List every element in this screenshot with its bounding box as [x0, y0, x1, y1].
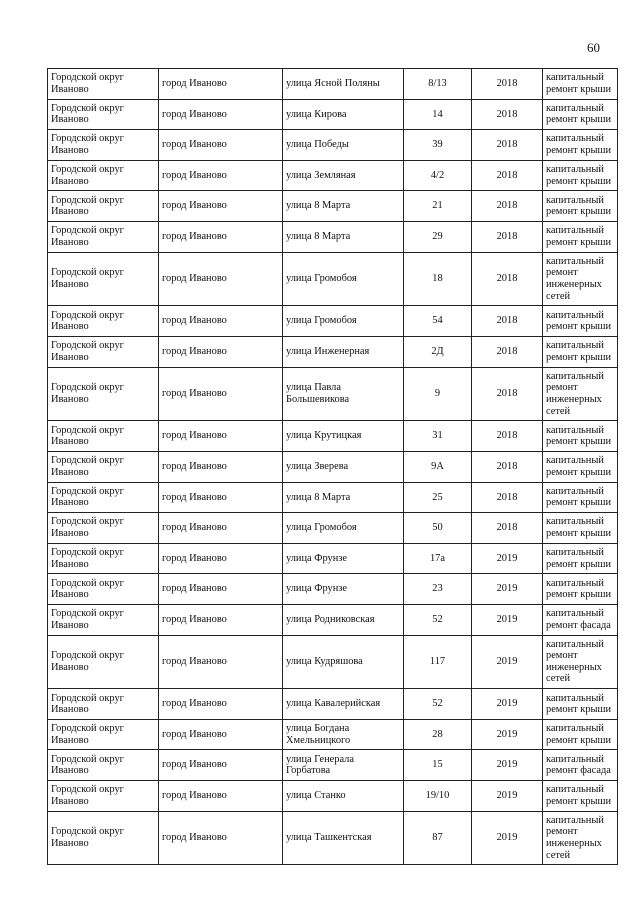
street-cell: улица Ясной Поляны: [283, 69, 404, 100]
table-row: [48, 513, 618, 544]
table-body: [48, 69, 618, 865]
city-cell: город Иваново: [159, 336, 283, 367]
city-cell: город Иваново: [159, 306, 283, 337]
work-type-cell: капитальный ремонт крыши: [543, 130, 618, 161]
year-cell: 2019: [472, 635, 543, 689]
district-cell: Городской округ Иваново: [48, 336, 159, 367]
district-cell: Городской округ Иваново: [48, 574, 159, 605]
street-cell: улица Ташкентская: [283, 811, 404, 865]
city-cell: город Иваново: [159, 781, 283, 812]
city-cell: город Иваново: [159, 252, 283, 306]
city-cell: город Иваново: [159, 513, 283, 544]
table-row: [48, 451, 618, 482]
table-row: [48, 130, 618, 161]
city-cell: город Иваново: [159, 160, 283, 191]
work-type-cell: капитальный ремонт крыши: [543, 543, 618, 574]
work-type-cell: капитальный ремонт крыши: [543, 719, 618, 750]
year-cell: 2018: [472, 130, 543, 161]
district-cell: Городской округ Иваново: [48, 421, 159, 452]
city-cell: город Иваново: [159, 367, 283, 421]
year-cell: 2019: [472, 750, 543, 781]
year-cell: 2018: [472, 336, 543, 367]
house-number-cell: 39: [404, 130, 472, 161]
year-cell: 2019: [472, 719, 543, 750]
street-cell: улица Громобоя: [283, 306, 404, 337]
year-cell: 2018: [472, 221, 543, 252]
district-cell: Городской округ Иваново: [48, 221, 159, 252]
year-cell: 2019: [472, 689, 543, 720]
house-number-cell: 18: [404, 252, 472, 306]
district-cell: Городской округ Иваново: [48, 367, 159, 421]
table-row: [48, 367, 618, 421]
work-type-cell: капитальный ремонт инженерных сетей: [543, 811, 618, 865]
city-cell: город Иваново: [159, 689, 283, 720]
house-number-cell: 52: [404, 689, 472, 720]
table-row: [48, 306, 618, 337]
street-cell: улица Павла Большевикова: [283, 367, 404, 421]
city-cell: город Иваново: [159, 99, 283, 130]
house-number-cell: 50: [404, 513, 472, 544]
city-cell: город Иваново: [159, 719, 283, 750]
year-cell: 2018: [472, 191, 543, 222]
city-cell: город Иваново: [159, 604, 283, 635]
district-cell: Городской округ Иваново: [48, 191, 159, 222]
district-cell: Городской округ Иваново: [48, 719, 159, 750]
street-cell: улица Кавалерийская: [283, 689, 404, 720]
street-cell: улица Богдана Хмельницкого: [283, 719, 404, 750]
table-row: [48, 252, 618, 306]
work-type-cell: капитальный ремонт крыши: [543, 191, 618, 222]
district-cell: Городской округ Иваново: [48, 750, 159, 781]
work-type-cell: капитальный ремонт крыши: [543, 160, 618, 191]
year-cell: 2019: [472, 781, 543, 812]
district-cell: Городской округ Иваново: [48, 69, 159, 100]
year-cell: 2019: [472, 574, 543, 605]
year-cell: 2018: [472, 306, 543, 337]
city-cell: город Иваново: [159, 482, 283, 513]
house-number-cell: 8/13: [404, 69, 472, 100]
street-cell: улица 8 Марта: [283, 191, 404, 222]
house-number-cell: 87: [404, 811, 472, 865]
year-cell: 2018: [472, 252, 543, 306]
work-type-cell: капитальный ремонт крыши: [543, 451, 618, 482]
street-cell: улица Кирова: [283, 99, 404, 130]
street-cell: улица Земляная: [283, 160, 404, 191]
table-row: [48, 160, 618, 191]
house-number-cell: 29: [404, 221, 472, 252]
house-number-cell: 23: [404, 574, 472, 605]
city-cell: город Иваново: [159, 811, 283, 865]
work-type-cell: капитальный ремонт крыши: [543, 781, 618, 812]
work-type-cell: капитальный ремонт фасада: [543, 604, 618, 635]
street-cell: улица Зверева: [283, 451, 404, 482]
work-type-cell: капитальный ремонт крыши: [543, 69, 618, 100]
street-cell: улица Фрунзе: [283, 574, 404, 605]
table-row: [48, 604, 618, 635]
work-type-cell: капитальный ремонт инженерных сетей: [543, 635, 618, 689]
work-type-cell: капитальный ремонт крыши: [543, 99, 618, 130]
street-cell: улица Станко: [283, 781, 404, 812]
district-cell: Городской округ Иваново: [48, 604, 159, 635]
table-row: [48, 99, 618, 130]
work-type-cell: капитальный ремонт крыши: [543, 574, 618, 605]
table-row: [48, 482, 618, 513]
page-number: 60: [587, 40, 600, 55]
district-cell: Городской округ Иваново: [48, 451, 159, 482]
district-cell: Городской округ Иваново: [48, 635, 159, 689]
table-row: [48, 421, 618, 452]
district-cell: Городской округ Иваново: [48, 482, 159, 513]
city-cell: город Иваново: [159, 191, 283, 222]
district-cell: Городской округ Иваново: [48, 252, 159, 306]
district-cell: Городской округ Иваново: [48, 513, 159, 544]
house-number-cell: 21: [404, 191, 472, 222]
table-row: [48, 543, 618, 574]
work-type-cell: капитальный ремонт крыши: [543, 306, 618, 337]
work-type-cell: капитальный ремонт крыши: [543, 336, 618, 367]
year-cell: 2018: [472, 99, 543, 130]
street-cell: улица Громобоя: [283, 252, 404, 306]
house-number-cell: 4/2: [404, 160, 472, 191]
city-cell: город Иваново: [159, 543, 283, 574]
house-number-cell: 15: [404, 750, 472, 781]
work-type-cell: капитальный ремонт крыши: [543, 689, 618, 720]
table-row: [48, 635, 618, 689]
work-type-cell: капитальный ремонт крыши: [543, 482, 618, 513]
district-cell: Городской округ Иваново: [48, 160, 159, 191]
house-number-cell: 9А: [404, 451, 472, 482]
work-type-cell: капитальный ремонт крыши: [543, 513, 618, 544]
house-number-cell: 17а: [404, 543, 472, 574]
work-type-cell: капитальный ремонт крыши: [543, 221, 618, 252]
street-cell: улица Крутицкая: [283, 421, 404, 452]
street-cell: улица 8 Марта: [283, 482, 404, 513]
work-type-cell: капитальный ремонт крыши: [543, 421, 618, 452]
district-cell: Городской округ Иваново: [48, 99, 159, 130]
year-cell: 2019: [472, 604, 543, 635]
work-type-cell: капитальный ремонт фасада: [543, 750, 618, 781]
city-cell: город Иваново: [159, 750, 283, 781]
house-number-cell: 52: [404, 604, 472, 635]
house-number-cell: 117: [404, 635, 472, 689]
table-row: [48, 719, 618, 750]
house-number-cell: 25: [404, 482, 472, 513]
house-number-cell: 9: [404, 367, 472, 421]
street-cell: улица Громобоя: [283, 513, 404, 544]
table-row: [48, 574, 618, 605]
year-cell: 2018: [472, 421, 543, 452]
district-cell: Городской округ Иваново: [48, 306, 159, 337]
year-cell: 2019: [472, 543, 543, 574]
street-cell: улица Генерала Горбатова: [283, 750, 404, 781]
street-cell: улица Победы: [283, 130, 404, 161]
district-cell: Городской округ Иваново: [48, 543, 159, 574]
year-cell: 2018: [472, 367, 543, 421]
city-cell: город Иваново: [159, 69, 283, 100]
table-row: [48, 69, 618, 100]
year-cell: 2018: [472, 69, 543, 100]
table-row: [48, 811, 618, 865]
table-row: [48, 191, 618, 222]
street-cell: улица Инженерная: [283, 336, 404, 367]
district-cell: Городской округ Иваново: [48, 781, 159, 812]
street-cell: улица Кудряшова: [283, 635, 404, 689]
district-cell: Городской округ Иваново: [48, 689, 159, 720]
year-cell: 2018: [472, 160, 543, 191]
table-row: [48, 221, 618, 252]
house-number-cell: 31: [404, 421, 472, 452]
work-type-cell: капитальный ремонт инженерных сетей: [543, 252, 618, 306]
street-cell: улица Родниковская: [283, 604, 404, 635]
year-cell: 2018: [472, 451, 543, 482]
house-number-cell: 2Д: [404, 336, 472, 367]
city-cell: город Иваново: [159, 221, 283, 252]
house-number-cell: 28: [404, 719, 472, 750]
housing-repair-table: [47, 68, 618, 865]
city-cell: город Иваново: [159, 451, 283, 482]
street-cell: улица Фрунзе: [283, 543, 404, 574]
table-row: [48, 781, 618, 812]
street-cell: улица 8 Марта: [283, 221, 404, 252]
district-cell: Городской округ Иваново: [48, 811, 159, 865]
house-number-cell: 19/10: [404, 781, 472, 812]
city-cell: город Иваново: [159, 635, 283, 689]
table-row: [48, 750, 618, 781]
city-cell: город Иваново: [159, 130, 283, 161]
house-number-cell: 14: [404, 99, 472, 130]
year-cell: 2018: [472, 482, 543, 513]
city-cell: город Иваново: [159, 574, 283, 605]
house-number-cell: 54: [404, 306, 472, 337]
table-row: [48, 336, 618, 367]
year-cell: 2018: [472, 513, 543, 544]
city-cell: город Иваново: [159, 421, 283, 452]
work-type-cell: капитальный ремонт инженерных сетей: [543, 367, 618, 421]
year-cell: 2019: [472, 811, 543, 865]
district-cell: Городской округ Иваново: [48, 130, 159, 161]
table-row: [48, 689, 618, 720]
